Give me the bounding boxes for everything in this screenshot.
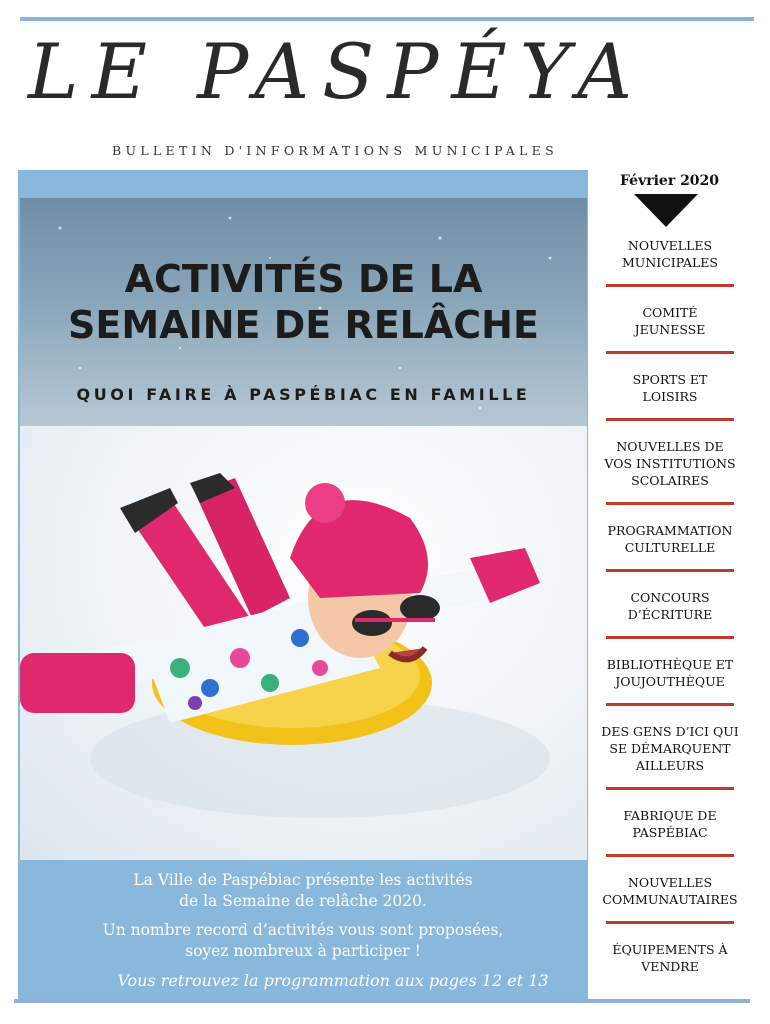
toc-divider (606, 569, 734, 572)
caption-line: Un nombre record d’activités vous sont proposées, (102, 921, 504, 939)
masthead-title: LE PASPÉYA (28, 27, 645, 116)
toc-divider (606, 854, 734, 857)
toc-divider (606, 502, 734, 505)
toc-divider (606, 418, 734, 421)
caption-line: de la Semaine de relâche 2020. (179, 892, 427, 910)
toc-divider (606, 636, 734, 639)
toc-item-equipements[interactable]: ÉQUIPEMENTS À VENDRE (612, 942, 728, 974)
cover-headline (20, 256, 587, 348)
cover-caption (18, 870, 588, 992)
toc-item-fabrique[interactable]: FABRIQUE DE PASPÉBIAC (623, 808, 717, 840)
cover-headline-line-2: SEMAINE DE RELÂCHE (68, 303, 539, 347)
cover-headline-line-1: ACTIVITÉS DE LA (124, 257, 483, 301)
toc-divider (606, 921, 734, 924)
toc-divider (606, 703, 734, 706)
masthead-subtitle: BULLETIN D'INFORMATIONS MUNICIPALES (112, 143, 558, 158)
caption-line: soyez nombreux à participer ! (185, 942, 421, 960)
toc-item-bibliotheque[interactable]: BIBLIOTHÈQUE ET JOUJOUTHÈQUE (606, 657, 734, 689)
program-page-reference: Vous retrouvez la programmation aux pages 12 et 13 (117, 971, 549, 990)
toc-item-gens-d-ici[interactable]: DES GENS D’ICI QUI SE DÉMARQUENT AILLEURS (601, 724, 739, 773)
bottom-rule (14, 999, 750, 1003)
toc-item-sports-loisirs[interactable]: SPORTS ET LOISIRS (632, 372, 708, 404)
toc-item-concours-ecriture[interactable]: CONCOURS D’ÉCRITURE (627, 590, 713, 622)
issue-date: Février 2020 (620, 173, 720, 189)
down-arrow-icon (634, 194, 698, 227)
cover-photo (20, 198, 587, 860)
top-rule (20, 17, 754, 21)
toc-divider (606, 787, 734, 790)
caption-line: La Ville de Paspébiac présente les activités (133, 871, 473, 889)
toc-item-nouvelles-communautaires[interactable]: NOUVELLES COMMUNAUTAIRES (602, 875, 738, 907)
toc-divider (606, 284, 734, 287)
toc-item-institutions-scolaires[interactable]: NOUVELLES DE VOS INSTITUTIONS SCOLAIRES (604, 439, 736, 488)
toc-item-nouvelles-municipales[interactable]: NOUVELLES MUNICIPALES (622, 238, 718, 270)
toc-item-comite-jeunesse[interactable]: COMITÉ JEUNESSE (634, 305, 706, 337)
toc-divider (606, 351, 734, 354)
toc-item-programmation-culturelle[interactable]: PROGRAMMATION CULTURELLE (607, 523, 733, 555)
cover-tagline: QUOI FAIRE À PASPÉBIAC EN FAMILLE (76, 385, 531, 404)
